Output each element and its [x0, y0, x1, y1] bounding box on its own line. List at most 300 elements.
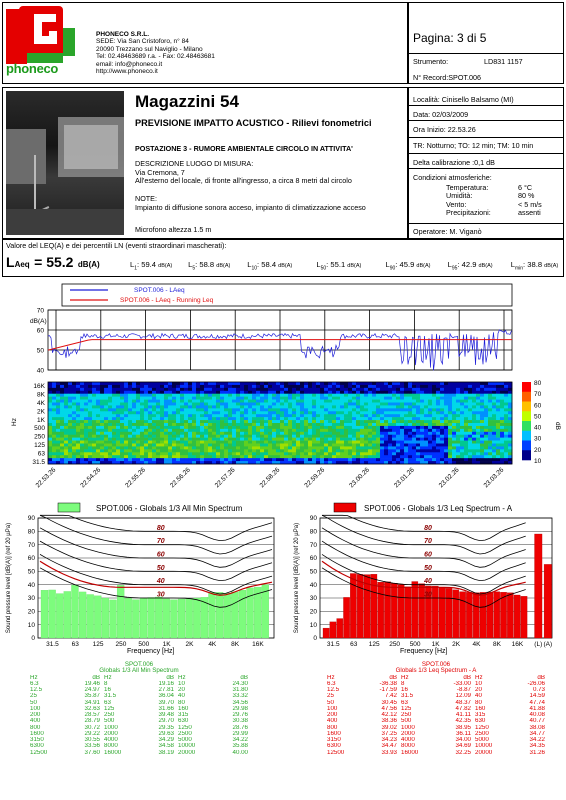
spectrogram-cell [496, 382, 500, 385]
spectrogram-cell [308, 405, 312, 408]
spectrogram-cell [260, 408, 264, 411]
spectrogram-cell [100, 420, 104, 423]
spectrogram-cell [68, 420, 72, 423]
spectrogram-cell [208, 446, 212, 449]
spectrum-bar [371, 574, 377, 638]
spectrogram-cell [356, 446, 360, 449]
spectrogram-cell [184, 397, 188, 400]
table-cell: dB [240, 674, 248, 681]
spectrogram-cell [404, 458, 408, 461]
spectrogram-cell [220, 400, 224, 403]
spectrogram-cell [48, 391, 52, 394]
spectrogram-cell [100, 449, 104, 452]
spectrogram-cell [368, 446, 372, 449]
spectrogram-cell [48, 411, 52, 414]
spectrogram-cell [272, 458, 276, 461]
spectrum-bar [178, 599, 185, 638]
spectrogram-cell [52, 405, 56, 408]
spectrogram-cell [68, 388, 72, 391]
spectrogram-cell [80, 411, 84, 414]
spectrogram-cell [100, 432, 104, 435]
spectrogram-cell [220, 391, 224, 394]
spectrogram-cell [456, 458, 460, 461]
spectrogram-cell [304, 426, 308, 429]
spectrogram-cell [248, 458, 252, 461]
spectrogram-cell [152, 441, 156, 444]
table-cell: 1600 [30, 730, 44, 737]
spectrogram-cell [248, 455, 252, 458]
table-cell: 31.5 [401, 693, 414, 700]
spectrogram-cell [220, 408, 224, 411]
spectrum-bar [391, 583, 397, 638]
spectrogram-cell [64, 403, 68, 406]
spectrogram-cell [288, 391, 292, 394]
spectrogram-cell [72, 417, 76, 420]
spectrogram-cell [60, 452, 64, 455]
spectrogram-cell [56, 382, 60, 385]
spectrogram-cell [300, 385, 304, 388]
spectrogram-cell [500, 391, 504, 394]
spectrogram-cell [308, 429, 312, 432]
spectrogram-cell [184, 455, 188, 458]
spectrogram-cell [440, 452, 444, 455]
spectrogram-cell [144, 423, 148, 426]
spectrogram-cell [220, 411, 224, 414]
spectrogram-cell [500, 420, 504, 423]
spectrogram-cell [504, 411, 508, 414]
y-tick-label: 60 [36, 327, 44, 335]
spectrogram-cell [428, 446, 432, 449]
spectrogram-cell [116, 441, 120, 444]
spectrogram-cell [480, 391, 484, 394]
spectrogram-cell [428, 444, 432, 447]
spectrogram-cell [48, 438, 52, 441]
spectrogram-cell [140, 441, 144, 444]
spectrogram-cell [92, 432, 96, 435]
spectrogram-cell [300, 400, 304, 403]
spectrogram-cell [72, 426, 76, 429]
spectrogram-cell [88, 441, 92, 444]
spectrogram-cell [128, 397, 132, 400]
spectrogram-cell [112, 400, 116, 403]
spectrogram-cell [488, 414, 492, 417]
spectrogram-cell [432, 435, 436, 438]
spectrogram-cell [92, 388, 96, 391]
spectrogram-cell [260, 405, 264, 408]
spectrogram-cell [180, 417, 184, 420]
spectrogram-cell [420, 432, 424, 435]
spectrogram-cell [484, 400, 488, 403]
spectrogram-cell [192, 441, 196, 444]
spectrogram-cell [56, 417, 60, 420]
y-tick-label: 40 [36, 367, 44, 375]
x-tick-label: 23.03.26 [482, 466, 506, 490]
table-cell: 20 [178, 687, 185, 693]
spectrogram-cell [340, 411, 344, 414]
spectrogram-cell [136, 446, 140, 449]
spectrogram-cell [392, 408, 396, 411]
spectrogram-cell [276, 432, 280, 435]
spectrogram-cell [140, 400, 144, 403]
spectrogram-cell [96, 452, 100, 455]
spectrogram-cell [264, 391, 268, 394]
spectrogram-cell [84, 441, 88, 444]
spectrogram-cell [336, 449, 340, 452]
spectrogram-cell [432, 400, 436, 403]
spectrogram-cell [472, 429, 476, 432]
spectrogram-cell [276, 403, 280, 406]
spectrogram-cell [380, 411, 384, 414]
spectrogram-cell [396, 420, 400, 423]
y-tick-label: 70 [36, 307, 44, 315]
table-cell: 63 [401, 699, 408, 706]
spectrogram-cell [492, 394, 496, 397]
spectrogram-cell [268, 397, 272, 400]
spectrogram-cell [212, 388, 216, 391]
spectrogram-cell [164, 397, 168, 400]
spectrogram-cell [352, 417, 356, 420]
spectrogram-cell [112, 391, 116, 394]
spectrogram-cell [308, 455, 312, 458]
spectrogram-cell [288, 417, 292, 420]
spectrogram-cell [96, 403, 100, 406]
spectrogram-cell [268, 414, 272, 417]
spectrogram-cell [216, 382, 220, 385]
spectrogram-cell [172, 405, 176, 408]
spectrogram-cell [76, 449, 80, 452]
spectrogram-cell [244, 414, 248, 417]
spectrogram-cell [284, 432, 288, 435]
spectrogram-cell [388, 400, 392, 403]
spectrogram-cell [360, 405, 364, 408]
spectrogram-cell [504, 444, 508, 447]
spectrogram-cell [140, 452, 144, 455]
spectrogram-cell [208, 426, 212, 429]
spectrogram-cell [396, 426, 400, 429]
table-cell: 63 [104, 699, 111, 706]
spectrogram-cell [448, 452, 452, 455]
spectrogram-cell [340, 394, 344, 397]
spectrogram-cell [308, 432, 312, 435]
table-cell: 160 [178, 705, 189, 712]
spectrogram-cell [124, 411, 128, 414]
table-cell: -17.59 [379, 687, 397, 693]
spectrogram-cell [404, 388, 408, 391]
spectrogram-cell [160, 408, 164, 411]
spectrogram-cell [244, 411, 248, 414]
spectrogram-cell [196, 438, 200, 441]
spectrum-bar [337, 619, 343, 638]
spectrogram-cell [392, 455, 396, 458]
spectrogram-cell [200, 449, 204, 452]
spectrogram-cell [120, 388, 124, 391]
spectrogram-cell [332, 432, 336, 435]
spectrogram-cell [376, 414, 380, 417]
spectrogram-cell [180, 429, 184, 432]
spectrogram-cell [56, 441, 60, 444]
spectrogram-cell [68, 417, 72, 420]
table-subtitle: Globals 1/3 Leq Spectrum - A [395, 667, 477, 675]
spectrogram-cell [476, 411, 480, 414]
spectrogram-cell [104, 397, 108, 400]
spectrogram-cell [284, 429, 288, 432]
spectrogram-cell [368, 455, 372, 458]
spectrogram-cell [140, 458, 144, 461]
spectrogram-cell [180, 414, 184, 417]
spectrogram-cell [168, 429, 172, 432]
spectrogram-cell [492, 420, 496, 423]
spectrogram-cell [168, 438, 172, 441]
spectrogram-cell [392, 444, 396, 447]
spectrogram-cell [312, 385, 316, 388]
spectrogram-cell [112, 458, 116, 461]
spectrogram-cell [272, 429, 276, 432]
spectrogram-cell [60, 435, 64, 438]
spectrogram-cell [240, 435, 244, 438]
spectrogram-cell [368, 420, 372, 423]
spectrogram-cell [272, 423, 276, 426]
spectrum-bar [49, 590, 56, 638]
spectrogram-cell [488, 426, 492, 429]
spectrogram-cell [212, 403, 216, 406]
spectrogram-cell [176, 411, 180, 414]
table-cell: 315 [178, 712, 189, 718]
spectrogram-cell [436, 444, 440, 447]
spectrogram-cell [84, 405, 88, 408]
spectrogram-cell [216, 452, 220, 455]
spectrogram-cell [300, 408, 304, 411]
spectrogram-cell [424, 405, 428, 408]
spectrogram-cell [244, 452, 248, 455]
spectrogram-cell [192, 417, 196, 420]
spectrogram-cell [424, 423, 428, 426]
spectrogram-cell [92, 420, 96, 423]
spectrogram-cell [184, 388, 188, 391]
spectrogram-cell [68, 446, 72, 449]
table-cell: 200 [327, 712, 338, 718]
spectrogram-cell [504, 400, 508, 403]
spectrogram-cell [132, 411, 136, 414]
spectrogram-cell [256, 403, 260, 406]
spectrogram-cell [468, 429, 472, 432]
spectrogram-cell [64, 432, 68, 435]
spectrogram-cell [160, 405, 164, 408]
spectrogram-cell [68, 411, 72, 414]
weather-key: Umidità: [446, 191, 473, 201]
spectrogram-cell [152, 388, 156, 391]
spectrogram-cell [356, 429, 360, 432]
spectrogram-cell [484, 432, 488, 435]
spectrogram-cell [116, 394, 120, 397]
spectrogram-cell [204, 446, 208, 449]
spectrogram-cell [392, 400, 396, 403]
spectrogram-cell [456, 449, 460, 452]
spectrogram-cell [256, 455, 260, 458]
spectrogram-cell [116, 385, 120, 388]
spectrogram-cell [188, 435, 192, 438]
spectrogram-cell [320, 397, 324, 400]
spectrogram-cell [276, 429, 280, 432]
spectrogram-cell [432, 388, 436, 391]
spectrogram-cell [212, 385, 216, 388]
spectrogram-cell [500, 414, 504, 417]
spectrogram-cell [272, 382, 276, 385]
spectrogram-cell [228, 400, 232, 403]
spectrogram-cell [272, 403, 276, 406]
spectrogram-cell [96, 382, 100, 385]
spectrogram-cell [332, 382, 336, 385]
table-cell: 800 [30, 724, 41, 731]
spectrogram-cell [88, 408, 92, 411]
spectrogram-cell [308, 385, 312, 388]
spectrogram-cell [168, 455, 172, 458]
spectrogram-cell [308, 388, 312, 391]
spectrogram-cell [228, 449, 232, 452]
spectrogram-cell [196, 397, 200, 400]
spectrogram-cell [224, 420, 228, 423]
spectrogram-cell [80, 382, 84, 385]
spectrogram-cell [428, 458, 432, 461]
spectrogram-cell [372, 403, 376, 406]
y-tick-label: 16K [33, 383, 45, 390]
spectrogram-cell [52, 391, 56, 394]
spectrogram-cell [212, 420, 216, 423]
spectrogram-cell [344, 414, 348, 417]
spectrogram-cell [368, 405, 372, 408]
spectrogram-cell [224, 382, 228, 385]
weather-value: 6 °C [518, 183, 533, 192]
spectrogram-cell [172, 426, 176, 429]
spectrogram-cell [484, 441, 488, 444]
spectrogram-cell [168, 417, 172, 420]
x-tick-label: (L) [534, 641, 543, 648]
table-cell: 2500 [475, 730, 489, 737]
spectrogram-cell [348, 438, 352, 441]
spectrogram-cell [268, 417, 272, 420]
spectrogram-cell [376, 417, 380, 420]
spectrogram-cell [128, 394, 132, 397]
spectrum-left-ylabel: Sound pressure level [dB(A)] (ref 20 µPa) [6, 522, 12, 634]
spectrogram-cell [484, 382, 488, 385]
curve-label: 70 [156, 538, 165, 546]
spectrogram-cell [368, 417, 372, 420]
spectrogram-cell [412, 405, 416, 408]
spectrogram-cell [220, 420, 224, 423]
spectrogram-cell [252, 458, 256, 461]
spectrogram-cell [392, 385, 396, 388]
spectrogram-cell [472, 394, 476, 397]
spectrogram-cell [436, 449, 440, 452]
spectrogram-cell [196, 382, 200, 385]
spectrogram-cell [336, 423, 340, 426]
spectrogram-cell [228, 403, 232, 406]
table-cell: 500 [401, 718, 412, 725]
spectrogram-cell [244, 438, 248, 441]
spectrogram-cell [280, 403, 284, 406]
spectrogram-cell [68, 423, 72, 426]
spectrogram-cell [204, 455, 208, 458]
spectrogram-cell [488, 400, 492, 403]
spectrogram-cell [348, 458, 352, 461]
spectrogram-cell [432, 397, 436, 400]
x-tick-label: 23.00.26 [348, 466, 372, 490]
spectrogram-cell [492, 397, 496, 400]
table-cell: 16000 [401, 749, 419, 756]
spectrogram-cell [116, 397, 120, 400]
spectrogram-cell [452, 388, 456, 391]
spectrogram-cell [340, 388, 344, 391]
table-cell: 40 [475, 693, 482, 700]
spectrogram-cell [372, 414, 376, 417]
spectrogram-cell [364, 382, 368, 385]
spectrogram-cell [480, 403, 484, 406]
spectrogram-cell [424, 438, 428, 441]
spectrogram-cell [88, 432, 92, 435]
spectrogram-cell [268, 458, 272, 461]
spectrogram-cell [248, 382, 252, 385]
table-cell: dB [537, 674, 545, 681]
spectrogram-cell [460, 400, 464, 403]
spectrogram-cell [212, 382, 216, 385]
spectrogram-cell [376, 400, 380, 403]
spectrogram-cell [244, 408, 248, 411]
spectrogram-cell [352, 403, 356, 406]
spectrogram-cell [268, 388, 272, 391]
spectrogram-cell [472, 435, 476, 438]
spectrogram-cell [156, 429, 160, 432]
spectrogram-cell [152, 444, 156, 447]
spectrogram-cell [104, 446, 108, 449]
spectrogram-cell [76, 423, 80, 426]
spectrogram-cell [52, 455, 56, 458]
spectrogram-cell [296, 405, 300, 408]
spectrogram-cell [388, 449, 392, 452]
spectrogram-cell [352, 426, 356, 429]
spectrogram-cell [84, 432, 88, 435]
spectrogram-cell [172, 452, 176, 455]
table-cell: 35.88 [232, 743, 248, 750]
spectrogram-cell [496, 432, 500, 435]
spectrogram-cell [216, 397, 220, 400]
table-cell: 34.77 [529, 730, 545, 737]
spectrogram-cell [448, 455, 452, 458]
spectrogram-cell [340, 446, 344, 449]
spectrogram-cell [320, 435, 324, 438]
spectrogram-cell [252, 420, 256, 423]
spectrogram-cell [324, 385, 328, 388]
spectrogram-cell [200, 382, 204, 385]
spectrum-bar [500, 592, 506, 638]
spectrogram-cell [312, 438, 316, 441]
spectrogram-cell [96, 400, 100, 403]
spectrogram-cell [288, 420, 292, 423]
spectrogram-cell [84, 417, 88, 420]
spectrogram-cell [260, 397, 264, 400]
spectrum-bar [350, 574, 356, 638]
spectrogram-cell [344, 423, 348, 426]
table-cell: 16000 [104, 749, 122, 756]
spectrogram-cell [344, 405, 348, 408]
table-cell: 28.76 [232, 724, 248, 731]
spectrogram-cell [324, 438, 328, 441]
spectrogram-cell [60, 385, 64, 388]
spectrogram-cell [460, 452, 464, 455]
spectrogram-cell [292, 420, 296, 423]
spectrogram-cell [496, 429, 500, 432]
spectrogram-cell [212, 449, 216, 452]
spectrogram-cell [412, 446, 416, 449]
spectrogram-cell [384, 449, 388, 452]
